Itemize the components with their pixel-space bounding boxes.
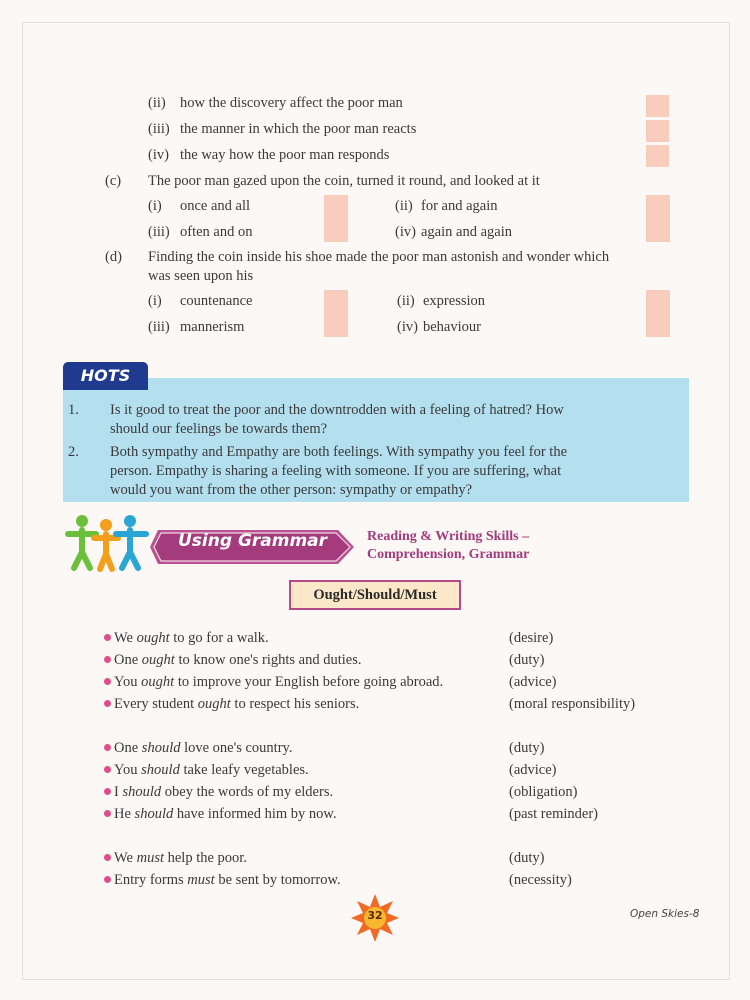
example-note: (duty)	[509, 652, 545, 668]
hots-tab: HOTS	[63, 362, 148, 390]
bullet-icon	[104, 634, 111, 641]
answer-box[interactable]	[324, 290, 348, 337]
option-text: again and again	[421, 224, 512, 240]
bullet-icon	[104, 656, 111, 663]
answer-box[interactable]	[646, 95, 669, 117]
option-text: the way how the poor man responds	[180, 147, 390, 163]
bullet-icon	[104, 788, 111, 795]
example-sentence: We must help the poor.	[104, 850, 247, 867]
example-sentence: He should have informed him by now.	[104, 806, 337, 823]
book-title: Open Skies-8	[630, 908, 700, 920]
option-num: (ii)	[397, 293, 415, 309]
option-text: once and all	[180, 198, 251, 214]
question-text-line1: Finding the coin inside his shoe made the poor man astonish and wonder which	[148, 249, 610, 265]
option-num: (iii)	[148, 224, 170, 240]
option-num: (iii)	[148, 121, 170, 137]
bullet-icon	[104, 854, 111, 861]
example-note: (moral responsibility)	[509, 696, 636, 712]
example-note: (desire)	[509, 630, 554, 646]
answer-box[interactable]	[324, 195, 348, 242]
bullet-icon	[104, 678, 111, 685]
example-sentence: One should love one's country.	[104, 740, 292, 757]
option-num: (iii)	[148, 319, 170, 335]
option-num: (i)	[148, 198, 162, 214]
option-text: how the discovery affect the poor man	[180, 95, 403, 111]
example-note: (advice)	[509, 674, 557, 690]
example-sentence: Every student ought to respect his seniors.	[104, 696, 359, 713]
option-text: mannerism	[180, 319, 245, 335]
hots-num: 2.	[68, 444, 79, 460]
page-number: 32	[367, 909, 383, 922]
answer-box[interactable]	[646, 120, 669, 142]
hots-line: Is it good to treat the poor and the downtrodden with a feeling of hatred? How	[110, 402, 564, 418]
skills-line1: Reading & Writing Skills –	[367, 529, 530, 544]
example-sentence: One ought to know one's rights and duties.	[104, 652, 362, 669]
hots-line: would you want from the other person: sympathy or empathy?	[110, 482, 473, 498]
example-note: (duty)	[509, 740, 545, 756]
example-sentence: You should take leafy vegetables.	[104, 762, 309, 779]
option-num: (iv)	[395, 224, 416, 240]
example-sentence: You ought to improve your English before going abroad.	[104, 674, 443, 691]
example-note: (advice)	[509, 762, 557, 778]
bullet-icon	[104, 766, 111, 773]
option-text: for and again	[421, 198, 498, 214]
bullet-icon	[104, 810, 111, 817]
hots-line: Both sympathy and Empathy are both feelings. With sympathy you feel for the	[110, 444, 568, 460]
option-num: (iv)	[148, 147, 169, 163]
question-text-line2: was seen upon his	[148, 268, 254, 284]
option-text: countenance	[180, 293, 253, 309]
bullet-icon	[104, 744, 111, 751]
example-note: (necessity)	[509, 872, 572, 888]
answer-box[interactable]	[646, 290, 670, 337]
example-sentence: I should obey the words of my elders.	[104, 784, 333, 801]
option-num: (ii)	[148, 95, 166, 111]
option-num: (i)	[148, 293, 162, 309]
skills-line2: Comprehension, Grammar	[367, 547, 530, 562]
question-label: (c)	[105, 173, 122, 189]
example-note: (duty)	[509, 850, 545, 866]
example-note: (obligation)	[509, 784, 578, 800]
example-sentence: Entry forms must be sent by tomorrow.	[104, 872, 341, 889]
answer-box[interactable]	[646, 195, 670, 242]
question-text: The poor man gazed upon the coin, turned it round, and looked at it	[148, 173, 540, 189]
answer-box[interactable]	[646, 145, 669, 167]
option-text: expression	[423, 293, 486, 309]
bullet-icon	[104, 700, 111, 707]
hots-line: person. Empathy is sharing a feeling with someone. If you are suffering, what	[110, 463, 562, 479]
people-group-icon	[60, 512, 156, 574]
topic-title: Ought/Should/Must	[289, 580, 461, 610]
option-text: the manner in which the poor man reacts	[180, 121, 417, 137]
example-sentence: We ought to go for a walk.	[104, 630, 269, 647]
option-text: often and on	[180, 224, 253, 240]
question-label: (d)	[105, 249, 122, 265]
hots-line: should our feelings be towards them?	[110, 421, 328, 437]
option-text: behaviour	[423, 319, 481, 335]
bullet-icon	[104, 876, 111, 883]
grammar-banner-title: Using Grammar	[178, 531, 328, 551]
option-num: (iv)	[397, 319, 418, 335]
example-note: (past reminder)	[509, 806, 598, 822]
option-num: (ii)	[395, 198, 413, 214]
hots-num: 1.	[68, 402, 79, 418]
